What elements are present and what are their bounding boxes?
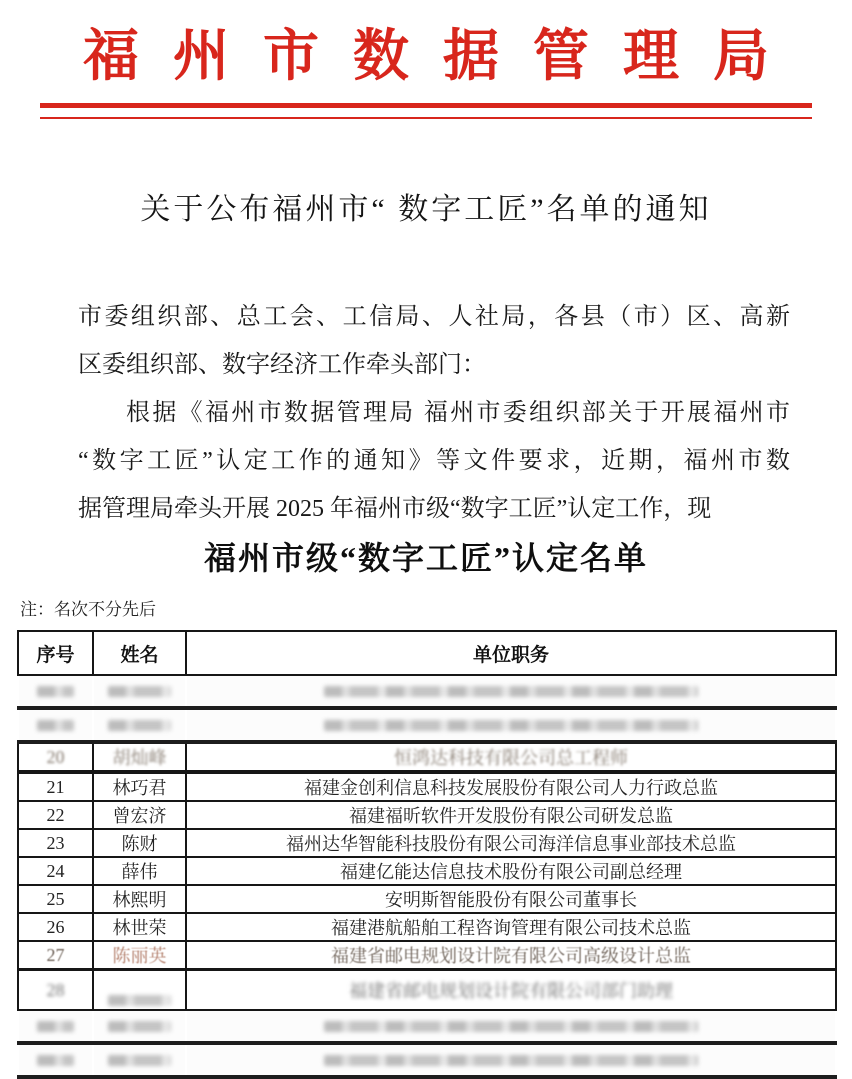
redaction-smudge — [108, 995, 171, 1006]
redaction-smudge — [108, 1055, 171, 1066]
roster-table — [17, 630, 837, 1079]
table-row — [18, 913, 836, 941]
cell-index: 21 — [18, 772, 93, 801]
table-row — [18, 857, 836, 885]
table-row — [18, 772, 836, 801]
table-row — [18, 885, 836, 913]
table-row — [18, 801, 836, 829]
header-cell-position: 单位职务 — [186, 631, 836, 675]
cell-name — [93, 1043, 186, 1077]
letterhead — [0, 0, 852, 91]
redaction-smudge — [324, 1021, 698, 1032]
roster-title: 福州市级“数字工匠”认定名单 — [203, 540, 648, 577]
body-line: 根据《福州市数据管理局 福州市委组织部关于开展福州市 — [126, 400, 790, 427]
cell-position — [186, 1043, 836, 1077]
cell-index: 23 — [18, 829, 93, 857]
doc-title: 关于公布福州市“ 数字工匠”名单的通知 — [140, 193, 712, 227]
cell-position: 福建港航船舶工程咨询管理有限公司技术总监 — [186, 913, 836, 941]
table-row — [18, 675, 836, 708]
body-paragraphs — [78, 293, 790, 533]
body-line: “数字工匠”认定工作的通知》等文件要求，近期，福州市数 — [78, 448, 790, 475]
body-line: 据管理局牵头开展 2025 年福州市级“数字工匠”认定工作，现 — [78, 496, 712, 523]
cell-position: 福建省邮电规划设计院有限公司高级设计总监 — [186, 941, 836, 970]
redaction-smudge — [324, 686, 698, 697]
cell-name: 林世荣 — [93, 913, 186, 941]
cell-index: 25 — [18, 885, 93, 913]
cell-index: 27 — [18, 941, 93, 970]
header-cell-index: 序号 — [18, 631, 93, 675]
table-row — [18, 742, 836, 772]
cell-name: 林巧君 — [93, 772, 186, 801]
redaction-smudge — [37, 686, 75, 697]
letterhead-title: 福州市数据管理局 — [83, 26, 803, 88]
redaction-smudge — [37, 1021, 75, 1032]
cell-name: 林熙明 — [93, 885, 186, 913]
cell-position — [186, 675, 836, 708]
redaction-smudge — [324, 1055, 698, 1066]
body-line: 市委组织部、总工会、工信局、人社局，各县（市）区、高新 — [78, 304, 790, 331]
body-line: 区委组织部、数字经济工作牵头部门： — [78, 352, 486, 379]
cell-index: 24 — [18, 857, 93, 885]
cell-index: 26 — [18, 913, 93, 941]
cell-name — [93, 1010, 186, 1043]
cell-index: 22 — [18, 801, 93, 829]
table-row — [18, 941, 836, 970]
roster-table-body — [18, 675, 836, 1077]
cell-name: 陈丽英 — [93, 941, 186, 970]
redaction-smudge — [108, 720, 171, 731]
cell-name — [93, 708, 186, 742]
cell-position: 安明斯智能股份有限公司董事长 — [186, 885, 836, 913]
cell-index — [18, 1043, 93, 1077]
cell-position: 福建亿能达信息技术股份有限公司副总经理 — [186, 857, 836, 885]
cell-position: 福建金创利信息科技发展股份有限公司人力行政总监 — [186, 772, 836, 801]
table-row — [18, 1043, 836, 1077]
cell-position — [186, 708, 836, 742]
cell-position — [186, 1010, 836, 1043]
roster-note: 注：名次不分先后 — [20, 600, 156, 620]
cell-name: 曾宏济 — [93, 801, 186, 829]
redaction-smudge — [108, 686, 171, 697]
cell-index — [18, 708, 93, 742]
cell-position: 福建省邮电规划设计院有限公司部门助理 — [186, 970, 836, 1011]
letterhead-double-rule — [40, 103, 812, 119]
table-row — [18, 829, 836, 857]
redaction-smudge — [37, 1055, 75, 1066]
cell-index: 28 — [18, 970, 93, 1011]
cell-index — [18, 1010, 93, 1043]
cell-index — [18, 675, 93, 708]
redaction-smudge — [324, 720, 698, 731]
cell-index: 20 — [18, 742, 93, 772]
redaction-smudge — [108, 1021, 171, 1032]
table-row — [18, 708, 836, 742]
roster-header-row — [18, 631, 836, 675]
cell-name: 薛伟 — [93, 857, 186, 885]
table-row — [18, 1010, 836, 1043]
header-cell-name: 姓名 — [93, 631, 186, 675]
redaction-smudge — [37, 720, 75, 731]
cell-name — [93, 675, 186, 708]
cell-name: 陈财 — [93, 829, 186, 857]
cell-position: 福建福昕软件开发股份有限公司研发总监 — [186, 801, 836, 829]
cell-name: 胡灿峰 — [93, 742, 186, 772]
cell-position: 福州达华智能科技股份有限公司海洋信息事业部技术总监 — [186, 829, 836, 857]
cell-position: 恒鸿达科技有限公司总工程师 — [186, 742, 836, 772]
